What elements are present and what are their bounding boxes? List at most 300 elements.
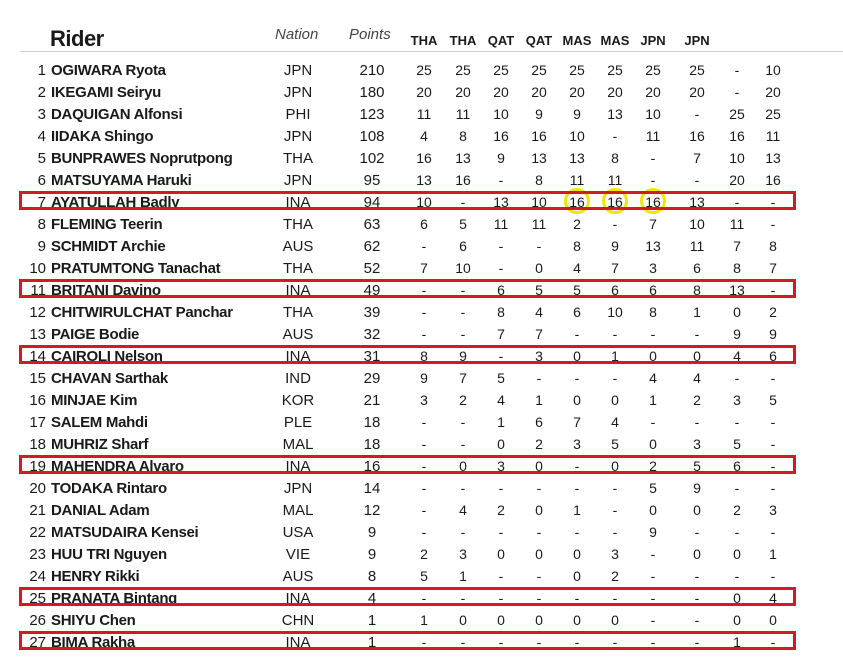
table-row: [0, 345, 843, 367]
rider-position: 17: [29, 414, 46, 431]
race-score: 13: [689, 194, 705, 210]
race-score: -: [460, 194, 466, 210]
rider-points: 29: [363, 370, 381, 387]
race-score: 0: [693, 348, 701, 364]
rider-position: 4: [37, 128, 46, 145]
rider-points: 9: [367, 524, 377, 541]
race-score: 1: [769, 546, 777, 562]
race-score: -: [421, 304, 427, 320]
race-score: -: [770, 480, 776, 496]
race-score: 5: [733, 436, 741, 452]
highlight-box: [19, 455, 796, 474]
race-score: 9: [733, 326, 741, 342]
race-score: -: [612, 128, 618, 144]
race-score: 16: [645, 194, 661, 210]
race-score: -: [421, 326, 427, 342]
rider-position: 25: [29, 590, 46, 607]
rider-name: AYATULLAH Badly: [51, 194, 180, 211]
rider-nation: JPN: [283, 128, 313, 145]
rider-nation: INA: [285, 634, 311, 651]
race-score: -: [694, 106, 700, 122]
race-score: 16: [416, 150, 432, 166]
race-score: 20: [416, 84, 432, 100]
race-score: 10: [689, 216, 705, 232]
race-score: -: [460, 634, 466, 650]
race-score: 0: [733, 304, 741, 320]
race-score: 16: [607, 194, 623, 210]
race-score: 1: [420, 612, 428, 628]
rider-position: 2: [37, 84, 46, 101]
race-score: -: [770, 634, 776, 650]
race-score: -: [498, 260, 504, 276]
race-score: 1: [733, 634, 741, 650]
race-score: 9: [459, 348, 467, 364]
race-score: 2: [535, 436, 543, 452]
rider-points: 32: [363, 326, 381, 343]
rider-position: 7: [37, 194, 46, 211]
table-row: [0, 279, 843, 301]
rider-points: 210: [359, 62, 385, 79]
highlight-box: [19, 587, 796, 606]
table-row: [0, 631, 843, 653]
rider-name: CAIROLI Nelson: [51, 348, 163, 365]
race-score: -: [612, 216, 618, 232]
race-score: 0: [497, 612, 505, 628]
rider-position: 26: [29, 612, 46, 629]
race-score: -: [770, 524, 776, 540]
race-score: 9: [573, 106, 581, 122]
race-score: 5: [649, 480, 657, 496]
race-score: 4: [459, 502, 467, 518]
race-score: 8: [497, 304, 505, 320]
race-score: -: [694, 590, 700, 606]
race-score: -: [574, 590, 580, 606]
race-score: 6: [497, 282, 505, 298]
race-score: -: [612, 634, 618, 650]
rider-name: OGIWARA Ryota: [51, 62, 166, 79]
race-score: -: [498, 590, 504, 606]
race-score: -: [650, 546, 656, 562]
highlight-box: [19, 345, 796, 364]
race-score: -: [694, 568, 700, 584]
race-score: 5: [573, 282, 581, 298]
race-score: 5: [769, 392, 777, 408]
rider-nation: MAL: [282, 502, 314, 519]
race-score: -: [650, 568, 656, 584]
rider-name: PRATUMTONG Tanachat: [51, 260, 221, 277]
header-race-4: QAT: [525, 33, 553, 48]
race-score: 20: [531, 84, 547, 100]
race-score: 4: [573, 260, 581, 276]
rider-position: 1: [37, 62, 46, 79]
race-score: 2: [459, 392, 467, 408]
table-row: [0, 103, 843, 125]
race-score: -: [536, 480, 542, 496]
table-row: [0, 411, 843, 433]
race-score: 10: [531, 194, 547, 210]
rider-name: CHITWIRULCHAT Panchar: [51, 304, 233, 321]
race-score: 2: [573, 216, 581, 232]
race-score: 11: [765, 128, 781, 144]
race-score: -: [734, 84, 740, 100]
header-race-6: MAS: [600, 33, 630, 48]
rider-position: 19: [29, 458, 46, 475]
rider-position: 5: [37, 150, 46, 167]
race-score: 10: [729, 150, 745, 166]
race-score: 0: [693, 502, 701, 518]
race-score: 0: [535, 260, 543, 276]
race-score: 4: [420, 128, 428, 144]
rider-name: BRITANI Davino: [51, 282, 161, 299]
rider-position: 11: [30, 282, 46, 299]
race-score: 0: [459, 458, 467, 474]
race-score: 6: [693, 260, 701, 276]
race-score: 13: [531, 150, 547, 166]
header-race-3: QAT: [487, 33, 515, 48]
race-score: -: [734, 62, 740, 78]
race-score: 16: [765, 172, 781, 188]
table-row: [0, 257, 843, 279]
race-score: -: [612, 524, 618, 540]
race-score: -: [612, 480, 618, 496]
rider-points: 102: [359, 150, 385, 167]
rider-points: 16: [363, 458, 381, 475]
rider-name: BIMA Rakha: [51, 634, 135, 651]
rider-name: HENRY Rikki: [51, 568, 140, 585]
race-score: -: [498, 480, 504, 496]
race-score: 9: [649, 524, 657, 540]
race-score: 3: [769, 502, 777, 518]
rider-name: SALEM Mahdi: [51, 414, 148, 431]
race-score: -: [612, 590, 618, 606]
race-score: 0: [573, 546, 581, 562]
rider-position: 27: [29, 634, 46, 651]
race-score: 4: [649, 370, 657, 386]
race-score: 9: [611, 238, 619, 254]
race-score: -: [770, 436, 776, 452]
race-score: 10: [765, 62, 781, 78]
race-score: 0: [535, 612, 543, 628]
race-score: -: [536, 370, 542, 386]
race-score: 0: [769, 612, 777, 628]
race-score: 7: [733, 238, 741, 254]
table-row: [0, 587, 843, 609]
race-score: 2: [649, 458, 657, 474]
race-score: -: [574, 326, 580, 342]
rider-position: 18: [29, 436, 46, 453]
rider-nation: MAL: [282, 436, 314, 453]
table-row: [0, 499, 843, 521]
race-score: -: [612, 370, 618, 386]
rider-name: MAHENDRA Alvaro: [51, 458, 184, 475]
table-row: [0, 323, 843, 345]
race-score: -: [770, 216, 776, 232]
race-score: 4: [497, 392, 505, 408]
rider-name: MATSUDAIRA Kensei: [51, 524, 199, 541]
highlight-box: [19, 631, 796, 650]
race-score: -: [421, 502, 427, 518]
race-score: 3: [573, 436, 581, 452]
race-score: 8: [733, 260, 741, 276]
race-score: 6: [611, 282, 619, 298]
race-score: 2: [769, 304, 777, 320]
rider-nation: KOR: [281, 392, 315, 409]
race-score: 0: [573, 568, 581, 584]
race-score: 3: [497, 458, 505, 474]
rider-points: 18: [363, 436, 381, 453]
rider-points: 12: [363, 502, 381, 519]
rider-position: 22: [29, 524, 46, 541]
rider-position: 23: [29, 546, 46, 563]
race-score: 10: [493, 106, 509, 122]
race-score: -: [734, 524, 740, 540]
race-score: 2: [497, 502, 505, 518]
header-race-8: JPN: [684, 33, 710, 48]
race-score: -: [498, 172, 504, 188]
rider-name: HUU TRI Nguyen: [51, 546, 167, 563]
race-score: 1: [649, 392, 657, 408]
race-score: 2: [693, 392, 701, 408]
race-score: -: [770, 458, 776, 474]
race-score: -: [770, 194, 776, 210]
header-race-2: THA: [449, 33, 477, 48]
rider-nation: THA: [283, 216, 313, 233]
race-score: -: [460, 414, 466, 430]
race-score: 13: [645, 238, 661, 254]
race-score: 3: [733, 392, 741, 408]
rider-position: 9: [37, 238, 46, 255]
race-score: -: [421, 524, 427, 540]
race-score: -: [421, 480, 427, 496]
race-score: 0: [535, 458, 543, 474]
race-score: 0: [649, 436, 657, 452]
rider-nation: THA: [283, 304, 313, 321]
rider-name: FLEMING Teerin: [51, 216, 163, 233]
race-score: 7: [649, 216, 657, 232]
race-score: 16: [455, 172, 471, 188]
rider-nation: AUS: [282, 568, 314, 585]
header-race-5: MAS: [562, 33, 592, 48]
race-score: 6: [459, 238, 467, 254]
race-score: -: [734, 370, 740, 386]
header-race-1: THA: [410, 33, 438, 48]
race-score: 0: [733, 612, 741, 628]
rider-name: TODAKA Rintaro: [51, 480, 167, 497]
race-score: 13: [607, 106, 623, 122]
race-score: -: [421, 590, 427, 606]
table-row: [0, 169, 843, 191]
race-score: 25: [569, 62, 585, 78]
rider-points: 94: [363, 194, 381, 211]
rider-nation: INA: [285, 282, 311, 299]
table-row: [0, 301, 843, 323]
race-score: 7: [769, 260, 777, 276]
race-score: -: [460, 436, 466, 452]
rider-points: 39: [363, 304, 381, 321]
race-score: -: [650, 326, 656, 342]
rider-name: MUHRIZ Sharf: [51, 436, 149, 453]
rider-points: 1: [367, 612, 377, 629]
table-row: [0, 213, 843, 235]
race-score: 25: [729, 106, 745, 122]
rider-name: DANIAL Adam: [51, 502, 150, 519]
race-score: -: [536, 568, 542, 584]
race-score: 3: [459, 546, 467, 562]
race-score: 20: [455, 84, 471, 100]
race-score: -: [770, 370, 776, 386]
race-score: -: [460, 524, 466, 540]
race-score: -: [650, 172, 656, 188]
race-score: -: [694, 172, 700, 188]
race-score: -: [574, 480, 580, 496]
rider-position: 12: [29, 304, 46, 321]
race-score: 3: [649, 260, 657, 276]
race-score: 11: [729, 216, 745, 232]
race-score: -: [460, 326, 466, 342]
race-score: 20: [689, 84, 705, 100]
rider-position: 8: [37, 216, 46, 233]
race-score: 0: [649, 502, 657, 518]
rider-nation: THA: [283, 260, 313, 277]
race-score: 20: [607, 84, 623, 100]
race-score: 11: [645, 128, 661, 144]
race-score: 13: [416, 172, 432, 188]
race-score: 0: [535, 546, 543, 562]
race-score: 13: [569, 150, 585, 166]
race-score: 25: [531, 62, 547, 78]
race-score: 5: [611, 436, 619, 452]
race-score: 8: [535, 172, 543, 188]
table-row: [0, 477, 843, 499]
race-score: -: [734, 414, 740, 430]
rider-points: 95: [363, 172, 381, 189]
rider-name: IIDAKA Shingo: [51, 128, 154, 145]
table-row: [0, 125, 843, 147]
race-score: 0: [649, 348, 657, 364]
table-row: [0, 455, 843, 477]
race-score: 8: [459, 128, 467, 144]
rider-position: 20: [29, 480, 46, 497]
race-score: 8: [693, 282, 701, 298]
table-row: [0, 543, 843, 565]
race-score: 0: [573, 612, 581, 628]
header-points: Points: [349, 26, 391, 43]
race-score: -: [694, 414, 700, 430]
race-score: -: [536, 238, 542, 254]
rider-position: 24: [29, 568, 46, 585]
race-score: 4: [611, 414, 619, 430]
race-score: -: [734, 568, 740, 584]
rider-points: 21: [363, 392, 381, 409]
race-score: 9: [769, 326, 777, 342]
race-score: 3: [420, 392, 428, 408]
race-score: 9: [497, 150, 505, 166]
header-nation: Nation: [275, 26, 319, 43]
race-score: 11: [531, 216, 547, 232]
race-score: 10: [607, 304, 623, 320]
race-score: 13: [765, 150, 781, 166]
race-score: 2: [733, 502, 741, 518]
race-score: 9: [420, 370, 428, 386]
race-score: 7: [693, 150, 701, 166]
race-score: 1: [459, 568, 467, 584]
race-score: 7: [420, 260, 428, 276]
race-score: 8: [573, 238, 581, 254]
race-score: 13: [455, 150, 471, 166]
rider-points: 63: [363, 216, 381, 233]
rider-position: 10: [29, 260, 46, 277]
race-score: -: [770, 282, 776, 298]
race-score: 20: [569, 84, 585, 100]
race-score: 4: [733, 348, 741, 364]
race-score: -: [421, 436, 427, 452]
race-score: 16: [689, 128, 705, 144]
rider-nation: USA: [282, 524, 314, 541]
race-score: 25: [689, 62, 705, 78]
rider-points: 180: [359, 84, 385, 101]
race-score: 0: [573, 348, 581, 364]
header-divider: [20, 51, 843, 52]
race-score: 16: [569, 194, 585, 210]
race-score: -: [574, 458, 580, 474]
rider-points: 62: [363, 238, 381, 255]
race-score: 11: [607, 172, 623, 188]
race-score: 3: [535, 348, 543, 364]
race-score: 0: [611, 458, 619, 474]
race-score: 0: [459, 612, 467, 628]
race-score: 0: [497, 436, 505, 452]
rider-points: 123: [359, 106, 385, 123]
race-score: -: [498, 348, 504, 364]
race-score: -: [536, 524, 542, 540]
race-score: -: [498, 634, 504, 650]
race-score: 3: [611, 546, 619, 562]
race-score: -: [770, 568, 776, 584]
race-score: -: [650, 590, 656, 606]
race-score: 0: [535, 502, 543, 518]
race-score: 8: [769, 238, 777, 254]
race-score: 5: [693, 458, 701, 474]
rider-nation: IND: [285, 370, 311, 387]
race-score: -: [734, 480, 740, 496]
race-score: 10: [416, 194, 432, 210]
race-score: 9: [693, 480, 701, 496]
race-score: 1: [611, 348, 619, 364]
rider-points: 14: [363, 480, 381, 497]
race-score: 6: [769, 348, 777, 364]
rider-position: 3: [37, 106, 46, 123]
rider-position: 13: [29, 326, 46, 343]
race-score: 0: [611, 612, 619, 628]
race-score: 25: [455, 62, 471, 78]
highlight-box: [19, 191, 796, 210]
table-row: [0, 81, 843, 103]
race-score: 3: [693, 436, 701, 452]
race-score: 0: [497, 546, 505, 562]
rider-name: MINJAE Kim: [51, 392, 138, 409]
header-race-7: JPN: [640, 33, 666, 48]
rider-nation: THA: [283, 150, 313, 167]
race-score: 6: [535, 414, 543, 430]
table-row: [0, 367, 843, 389]
race-score: 8: [611, 150, 619, 166]
race-score: -: [536, 634, 542, 650]
rider-nation: AUS: [282, 238, 314, 255]
rider-nation: JPN: [283, 62, 313, 79]
race-score: -: [650, 414, 656, 430]
race-score: 13: [729, 282, 745, 298]
rider-points: 4: [367, 590, 377, 607]
